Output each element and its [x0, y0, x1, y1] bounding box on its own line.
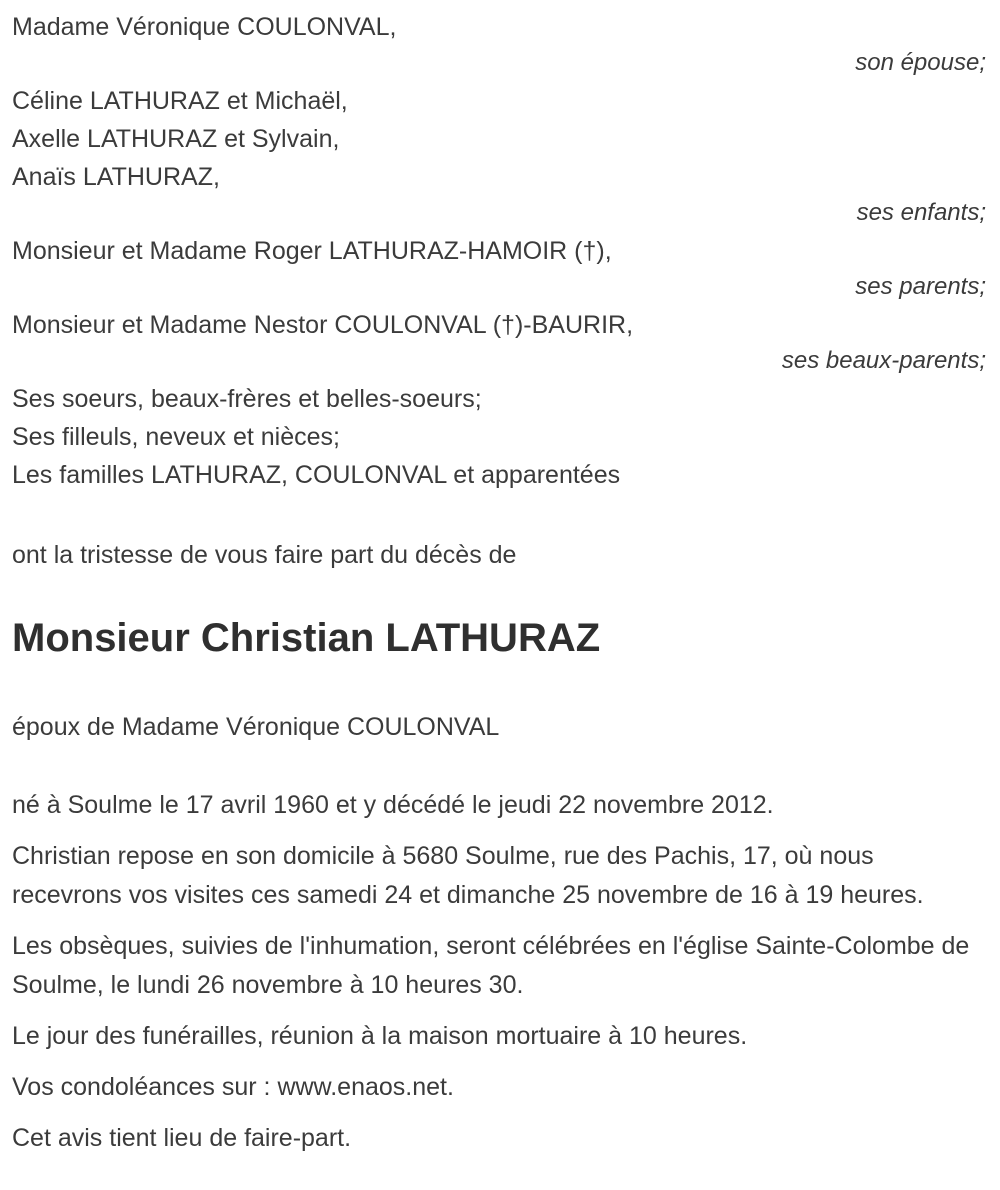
family-line: Ses soeurs, beaux-frères et belles-soeurs;	[12, 385, 482, 413]
family-line: Madame Véronique COULONVAL,	[12, 13, 397, 41]
spouse-line: époux de Madame Véronique COULONVAL	[12, 713, 500, 741]
family-line: Monsieur et Madame Roger LATHURAZ-HAMOIR (†),	[12, 237, 612, 265]
family-line: Céline LATHURAZ et Michaël,	[12, 87, 348, 115]
relation-label: ses enfants;	[856, 199, 986, 226]
relation-label: ses beaux-parents;	[781, 347, 986, 374]
gathering-paragraph: Le jour des funérailles, réunion à la maison mortuaire à 10 heures.	[12, 1022, 748, 1050]
family-line: Ses filleuls, neveux et nièces;	[12, 423, 340, 451]
funeral-paragraph: Les obsèques, suivies de l'inhumation, seront célébrées en l'église Sainte-Colombe de Soulme, le lundi 26 novembre à 10 heures 30.	[12, 932, 970, 999]
birth-death-paragraph: né à Soulme le 17 avril 1960 et y décédé le jeudi 22 novembre 2012.	[12, 791, 774, 819]
closing-paragraph: Cet avis tient lieu de faire-part.	[12, 1124, 352, 1152]
condolences-paragraph: Vos condoléances sur : www.enaos.net.	[12, 1073, 454, 1101]
relation-label: son épouse;	[855, 49, 986, 76]
family-line: Les familles LATHURAZ, COULONVAL et apparentées	[12, 461, 621, 489]
intro-line: ont la tristesse de vous faire part du décès de	[12, 541, 517, 569]
family-line: Axelle LATHURAZ et Sylvain,	[12, 125, 340, 153]
deceased-name: Monsieur Christian LATHURAZ	[12, 616, 601, 660]
family-line: Anaïs LATHURAZ,	[12, 163, 220, 191]
relation-label: ses parents;	[855, 273, 986, 300]
family-list	[12, 8, 986, 494]
visitation-paragraph: Christian repose en son domicile à 5680 Soulme, rue des Pachis, 17, où nous recevrons vos visites ces samedi 24 et dimanche 25 novembre de 16 à 19 heures.	[12, 842, 924, 909]
family-line: Monsieur et Madame Nestor COULONVAL (†)-BAURIR,	[12, 311, 634, 339]
notice-body	[12, 786, 986, 1158]
